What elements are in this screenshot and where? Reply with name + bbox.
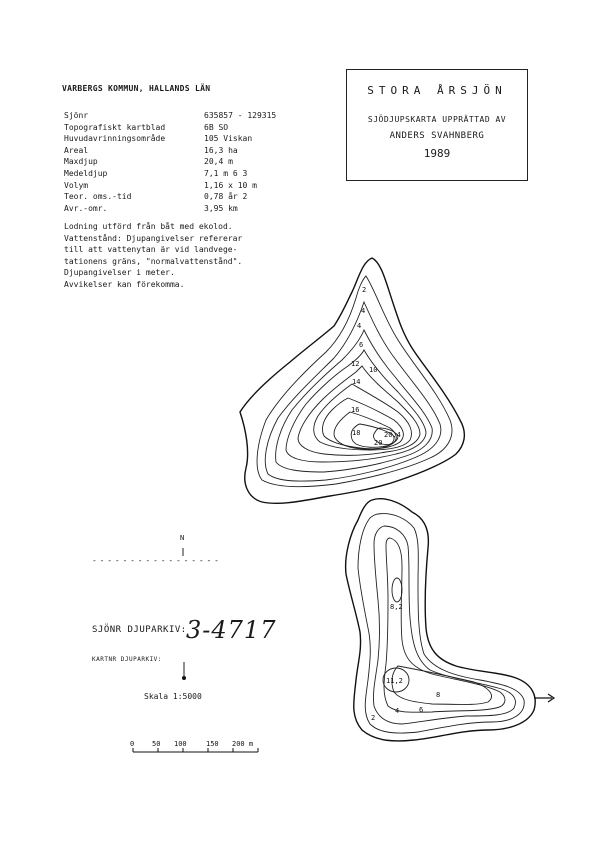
contour-4 [265,302,441,481]
depth-label: 12 [351,360,360,368]
fact-label: Avr.-omr. [64,203,108,213]
map-credit-line: SJÖDJUPSKARTA UPPRÄTTAD AV [367,115,507,124]
depth-label: 18 [352,429,361,437]
note-line: Vattenstånd: Djupangivelser refererar [64,233,243,243]
dashed-line: - - - - - - - - - - - - - - - - - [92,556,218,565]
depth-label: 11,2 [386,677,403,685]
fact-label: Areal [64,145,89,155]
depth-label: 6 [359,341,364,349]
depth-label: 4 [357,322,362,330]
depth-label: 16 [351,406,360,414]
fact-label: Volym [64,180,89,190]
fact-label: Medeldjup [64,168,108,178]
north-label: N [180,534,185,542]
depth-label: 4 [361,307,366,315]
lake-name: STORA ÅRSJÖN [367,84,507,97]
depth-label: 20,4 [384,431,401,439]
archive-label: SJÖNR DJUPARKIV: [92,625,187,635]
fact-value: 20,4 m [204,157,233,167]
contour-s4 [373,526,515,724]
depth-label: 2 [371,714,376,722]
author-name: ANDERS SVAHNBERG [389,131,485,141]
fact-label: Sjönr [64,111,89,120]
fact-value: 0,78 år 2 [204,192,248,202]
contour-14 [322,398,403,449]
fact-label: Teor. oms.-tid [64,192,132,202]
depth-label: 2 [362,286,367,294]
contour-s-mid [392,578,402,602]
depth-label: 4 [395,707,400,715]
fact-value: 105 Viskan [204,134,253,144]
note-line: Lodning utförd från båt med ekolod. [64,222,233,231]
fact-value: 635857 - 129315 [204,111,277,120]
fact-value: 3,95 km [204,203,238,213]
scale-tick: 150 [206,740,219,748]
fact-value: 16,3 ha [204,145,238,155]
kartnr-label: KARTNR DJUPARKIV: [92,656,162,663]
fact-value: 1,16 x 10 m [204,180,257,190]
scale-tick: 0 [130,740,135,748]
scale-tick: 200 m [232,740,254,748]
depth-label: 20 [374,439,383,447]
scale-text: Skala 1:5000 [144,692,202,701]
contour-s6 [384,538,505,712]
fact-label: Topografiskt kartblad [64,122,166,132]
contour-s2 [358,514,524,733]
archive-number: 3-4717 [186,616,277,644]
note-line: till att vattenytan är vid landvege- [64,245,238,255]
county-heading: VARBERGS KOMMUN, HALLANDS LÄN [62,84,211,93]
scale-tick: 100 [174,740,187,748]
scale-bar [130,740,258,752]
note-line: Djupangivelser i meter. [64,268,175,278]
depth-label: 6 [419,706,424,714]
depth-label: 14 [352,378,361,386]
note-line: Avvikelser kan förekomma. [64,279,185,289]
fact-value: 6B SO [204,122,229,132]
depth-label: 8,2 [390,603,403,611]
depth-label: 10 [369,366,378,374]
note-line: tationens gräns, "normalvattenstånd". [64,256,243,266]
contour-6 [276,330,433,472]
map-year: 1989 [423,147,451,160]
fact-label: Huvudavrinningsområde [64,134,166,144]
contour-s8 [392,666,492,705]
pointer-dot [182,676,186,680]
depth-label: 8 [436,691,441,699]
fact-value: 7,1 m 6 3 [204,168,248,178]
fact-label: Maxdjup [64,157,98,167]
scale-tick: 50 [152,740,161,748]
